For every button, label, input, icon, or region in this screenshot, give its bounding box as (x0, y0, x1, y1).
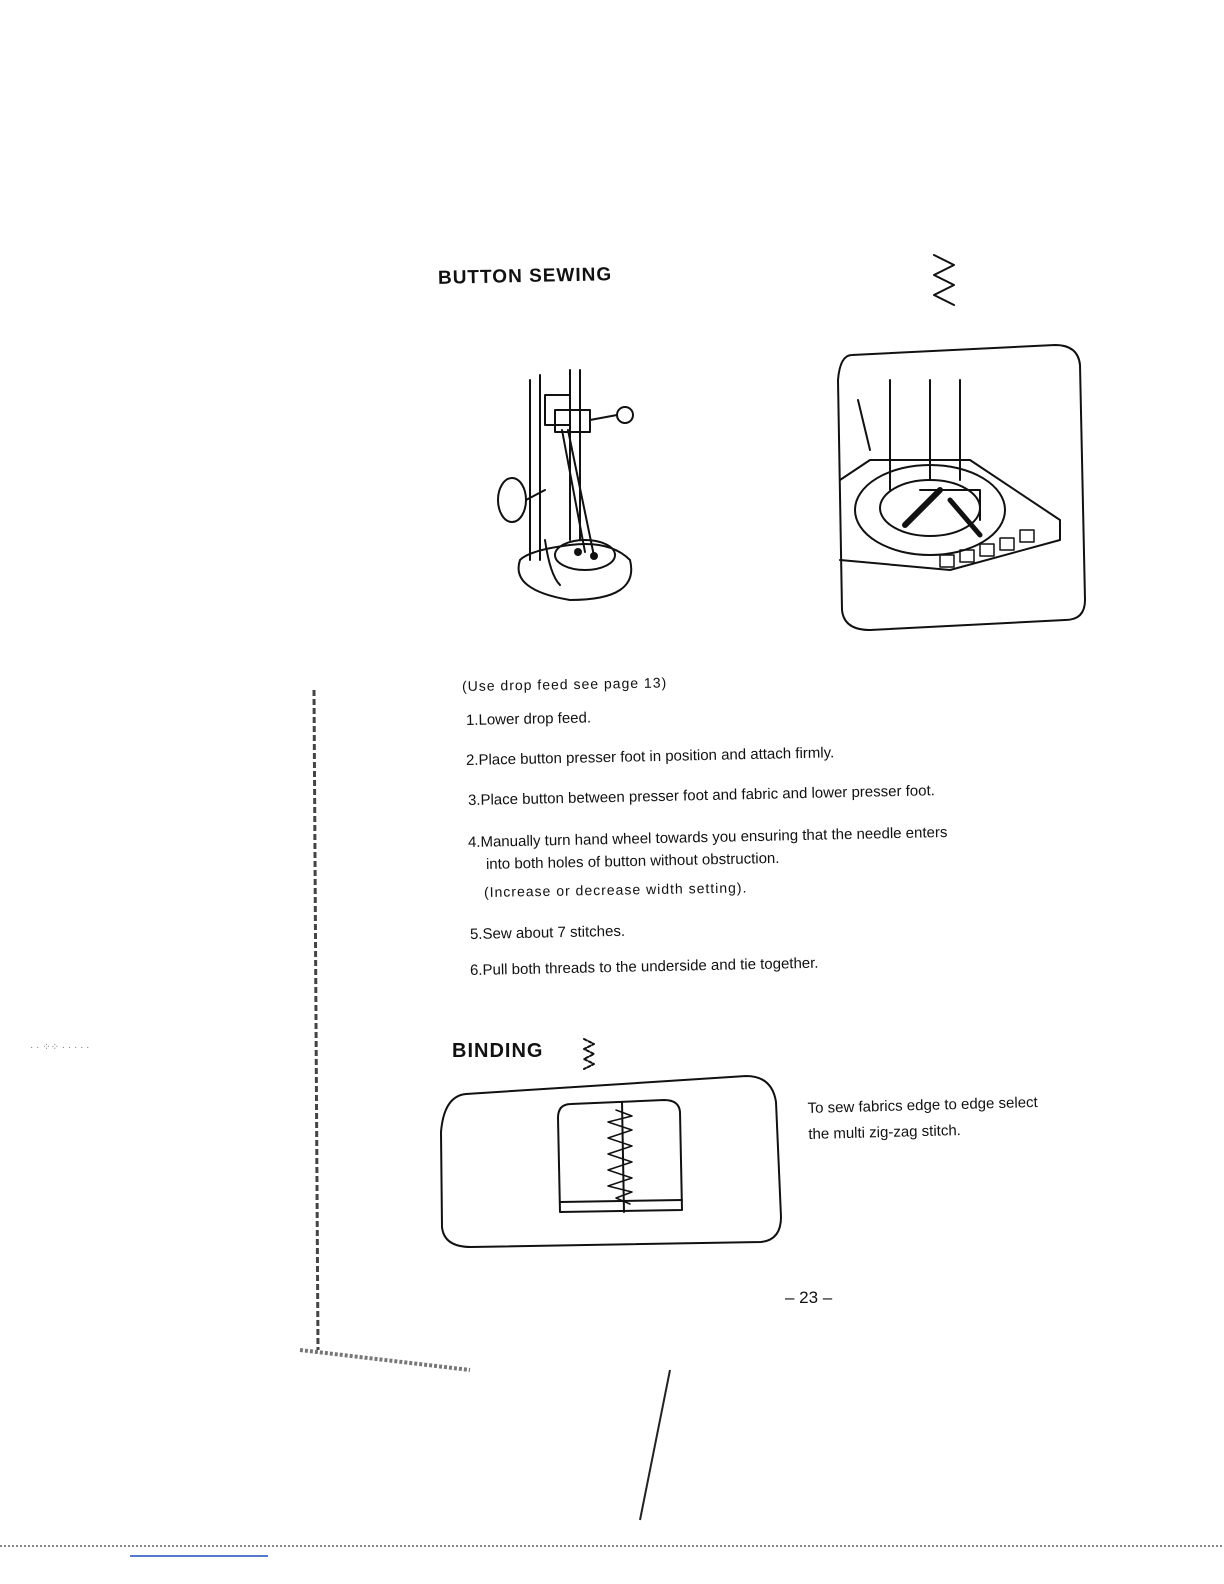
zigzag-stitch-icon (930, 250, 960, 310)
page-number: – 23 – (785, 1288, 833, 1307)
width-setting-note: (Increase or decrease width setting). (483, 879, 748, 900)
button-closeup-illustration (830, 340, 1090, 640)
binding-illustration (436, 1072, 786, 1252)
step-5: 5.Sew about 7 stitches. (469, 922, 626, 943)
binding-title: BINDING (452, 1040, 544, 1062)
binding-text-line-1: To sew fabrics edge to edge select (807, 1093, 1038, 1118)
step-4: 4.Manually turn hand wheel towards you ensuring that the needle enters (467, 823, 948, 851)
multi-zigzag-stitch-icon (580, 1036, 600, 1072)
binding-text-line-2: the multi zig-zag stitch. (808, 1122, 962, 1143)
binding-description (807, 1090, 1038, 1148)
step-2: 2.Place button presser foot in position and attach firmly. (465, 744, 835, 769)
step-3: 3.Place button between presser foot and fabric and lower presser foot. (467, 782, 936, 809)
drop-feed-note: (Use drop feed see page 13) (461, 674, 668, 694)
step-4-continued: into both holes of button without obstruction. (485, 849, 780, 873)
step-6: 6.Pull both threads to the underside and tie together. (469, 954, 819, 979)
step-1: 1.Lower drop feed. (465, 709, 592, 729)
button-presser-foot-illustration (490, 360, 650, 620)
button-sewing-title: BUTTON SEWING (437, 264, 613, 289)
svg-text:· · ⁘⁘ · · · · ·: · · ⁘⁘ · · · · · (30, 1042, 90, 1053)
